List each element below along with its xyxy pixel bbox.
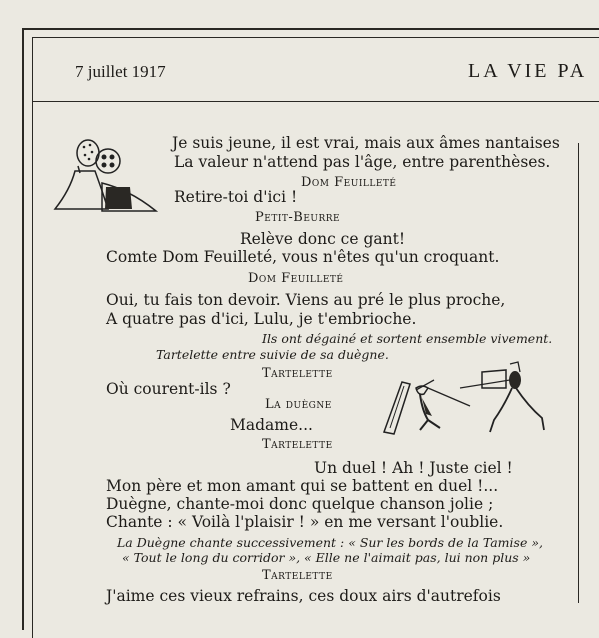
- verse-line: J'aime ces vieux refrains, ces doux airs d'autrefois: [106, 587, 501, 605]
- character-name: Dom Feuilleté: [301, 175, 397, 190]
- magazine-title: LA VIE PA: [468, 60, 588, 82]
- verse-line: Chante : « Voilà l'plaisir ! » en me versant l'oublie.: [106, 513, 504, 531]
- verse-line: La valeur n'attend pas l'âge, entre parenthèses.: [174, 153, 551, 171]
- stage-direction: « Tout le long du corridor », « Elle ne l'aimait pas, lui non plus »: [122, 550, 531, 565]
- duel-illustration: [378, 358, 550, 436]
- character-name: Tartelette: [262, 568, 333, 583]
- verse-line: Madame...: [230, 416, 313, 434]
- character-name: Tartelette: [262, 437, 333, 452]
- verse-line: Comte Dom Feuilleté, vous n'êtes qu'un croquant.: [106, 248, 500, 266]
- stage-direction: La Duègne chante successivement : « Sur les bords de la Tamise »,: [117, 535, 543, 550]
- verse-line: A quatre pas d'ici, Lulu, je t'embrioche.: [106, 310, 417, 328]
- header-rule: [33, 101, 599, 102]
- verse-line: Relève donc ce gant!: [240, 230, 406, 248]
- stage-direction: Tartelette entre suivie de sa duègne.: [156, 347, 389, 362]
- verse-line: Duègne, chante-moi donc quelque chanson jolie ;: [106, 495, 494, 513]
- character-name: Tartelette: [262, 366, 333, 381]
- issue-date: 7 juillet 1917: [75, 62, 166, 81]
- verse-line: Oui, tu fais ton devoir. Viens au pré le plus proche,: [106, 291, 506, 309]
- stage-direction: Ils ont dégainé et sortent ensemble vivement.: [262, 331, 553, 346]
- verse-line: Mon père et mon amant qui se battent en duel !...: [106, 477, 499, 495]
- verse-line: Je suis jeune, il est vrai, mais aux âmes nantaises: [172, 134, 560, 152]
- column-rule: [578, 143, 579, 603]
- verse-line: Retire-toi d'ici !: [174, 188, 298, 206]
- character-name: Dom Feuilleté: [248, 271, 344, 286]
- cakes-couple-illustration: [50, 135, 162, 215]
- verse-line: Un duel ! Ah ! Juste ciel !: [314, 459, 513, 477]
- character-name: Petit-Beurre: [255, 210, 341, 225]
- character-name: La duègne: [265, 397, 332, 412]
- verse-line: Où courent-ils ?: [106, 380, 231, 398]
